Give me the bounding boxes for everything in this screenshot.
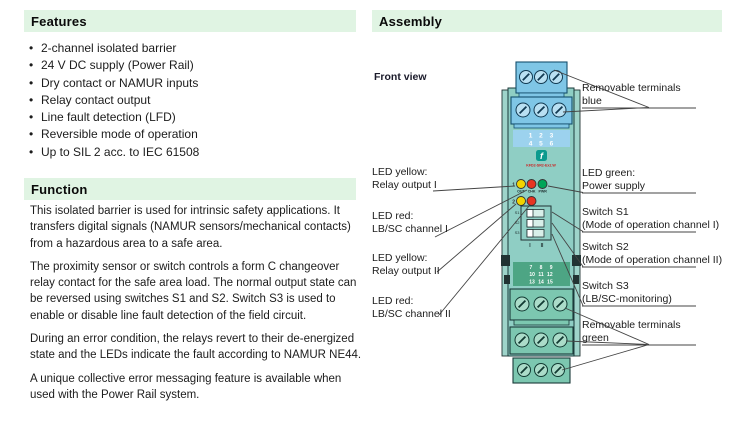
features-list — [28, 40, 358, 161]
pepperl-fuchs-logo-icon — [536, 150, 547, 161]
screw-icon — [515, 333, 567, 347]
terminal-block-blue-2 — [511, 97, 572, 128]
channel-2-label: II — [540, 243, 544, 249]
terminal-numbers-4-6: 4 5 6 — [528, 140, 554, 148]
led-red-lbsc-1 — [527, 180, 536, 189]
led-red-lbsc-2 — [527, 197, 536, 206]
callout-terminals-blue: Removable terminals blue — [582, 82, 681, 107]
switch-s2-label: S2 — [514, 220, 520, 225]
terminal-numbers-10-12: 10 11 12 — [529, 272, 553, 278]
bullet-icon: • — [29, 92, 34, 107]
screw-icon — [520, 71, 563, 84]
callout-led-yellow-2: LED yellow: Relay output II — [372, 252, 440, 277]
led-yellow-relay-1 — [517, 180, 526, 189]
feature-item: • 2-channel isolated barrier — [28, 40, 358, 57]
callout-led-red-2: LED red: LB/SC channel II — [372, 295, 451, 320]
channel-1-label: I — [529, 243, 531, 249]
led-row-1 — [512, 180, 547, 194]
feature-item: • Relay contact output — [28, 92, 358, 109]
bullet-icon: • — [29, 127, 34, 142]
bullet-icon: • — [29, 110, 34, 125]
led-row-1-index: 1 — [512, 182, 515, 189]
features-header-bar — [24, 10, 356, 32]
led-green-power — [538, 180, 547, 189]
screw-icon — [515, 297, 567, 311]
feature-item: • Up to SIL 2 acc. to IEC 61508 — [28, 144, 358, 161]
feature-item: • Dry contact or NAMUR inputs — [28, 75, 358, 92]
terminal-block-green-1 — [510, 289, 573, 325]
function-header-bar — [24, 178, 356, 200]
switch-s3 — [527, 230, 544, 238]
callout-switch-s2: Switch S2 (Mode of operation channel II) — [582, 241, 723, 266]
terminal-block-green-3 — [513, 358, 570, 383]
function-paragraph: A unique collective error messaging feature is available when used with the Power Rail system. — [30, 372, 342, 401]
assembly-header-bar — [372, 10, 722, 32]
terminal-block-green-2 — [510, 327, 573, 354]
led-yellow-relay-2 — [517, 197, 526, 206]
function-paragraph: The proximity sensor or switch controls a form C changeover relay contact for the safe area load. The normal output state can be reversed using switches S1 and S2. Switch S3 is used to enable or disable line fault detection of the field circuit. — [30, 260, 357, 322]
callout-switch-s3: Switch S3 (LB/SC-monitoring) — [582, 280, 672, 305]
callout-terminals-green: Removable terminals green — [582, 319, 681, 344]
terminal-number-panel-blue — [513, 130, 570, 148]
callout-led-green: LED green: Power supply — [582, 167, 646, 192]
screw-icon — [518, 364, 565, 377]
bullet-icon: • — [29, 75, 34, 90]
bullet-icon: • — [29, 58, 34, 73]
callout-switch-s1: Switch S1 (Mode of operation channel I) — [582, 206, 720, 231]
switch-s3-label: S3 — [514, 230, 520, 235]
function-paragraph: During an error condition, the relays revert to their de-energized state and the LEDs indicate the fault according to NAMUR NE44. — [30, 333, 362, 362]
feature-item: • 24 V DC supply (Power Rail) — [28, 57, 358, 74]
terminal-numbers-1-3: 1 2 3 — [528, 132, 554, 140]
terminal-numbers-13-15: 13 14 15 — [529, 279, 553, 286]
function-text — [30, 203, 364, 410]
front-view-label: Front view — [374, 71, 427, 83]
terminal-number-panel-green — [513, 262, 570, 286]
callout-led-red-1: LED red: LB/SC channel I — [372, 210, 448, 235]
terminal-block-blue-1 — [516, 62, 567, 97]
switch-s2 — [527, 220, 544, 228]
bullet-icon: • — [29, 144, 34, 159]
device-model-label: KFD2-SR2-Ex2.W — [526, 163, 556, 168]
feature-item: • Reversible mode of operation — [28, 126, 358, 143]
bullet-icon: • — [29, 41, 34, 55]
svg-text:f: f — [540, 151, 543, 161]
led-caption: OUT CHK PWR — [517, 189, 547, 194]
terminal-numbers-7-9: 7 8 9 — [529, 265, 553, 271]
assembly-title: Assembly — [379, 13, 443, 29]
feature-item: • Line fault detection (LFD) — [28, 109, 358, 126]
screw-icon — [516, 103, 566, 117]
led-row-2-index: 2 — [512, 199, 515, 206]
switch-s1-label: S1 — [514, 210, 520, 215]
function-title: Function — [31, 181, 88, 197]
function-paragraph: This isolated barrier is used for intrinsic safety applications. It transfers digital signals (NAMUR sensors/mechanical contacts) from a hazardous area to a safe area. — [30, 205, 351, 250]
switch-s1 — [527, 210, 544, 218]
callout-led-yellow-1: LED yellow: Relay output I — [372, 166, 437, 191]
features-title: Features — [31, 13, 87, 29]
